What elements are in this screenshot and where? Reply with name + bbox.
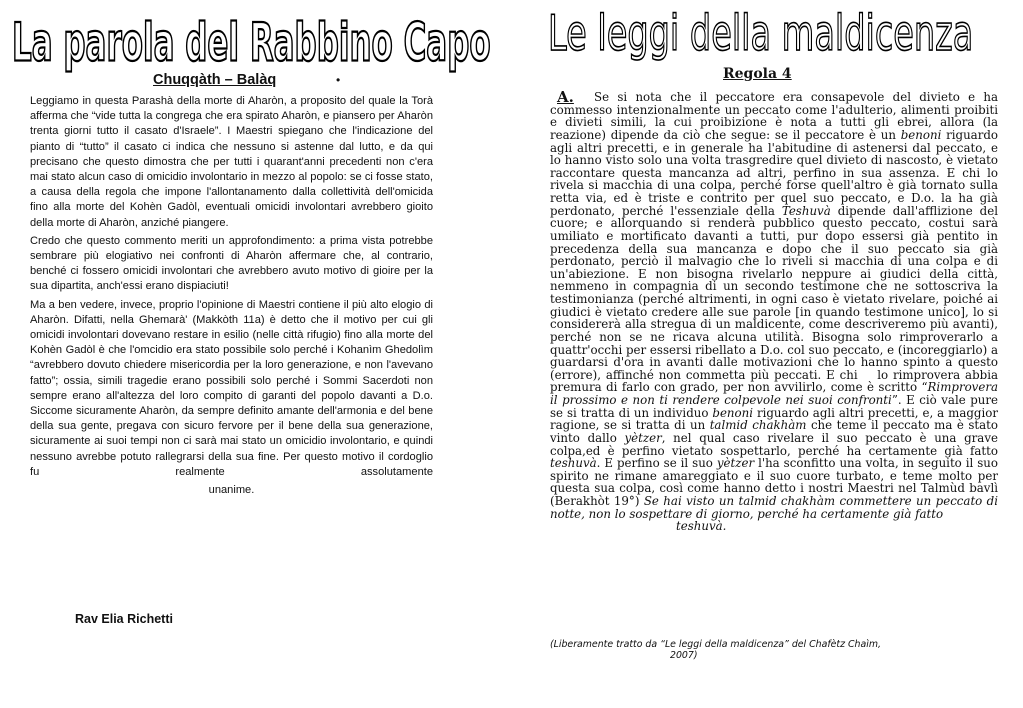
- rule-text-c: dipende dall'afflizione del cuore; e allorquando si renderà pubblico questo peccato, costui sarà umiliato e mortificato davanti a tutti, pur dopo essersi già pentito in precedenza della sua mancanza e dopo che il suo peccato sia già perdonato, perciò il malvagio che lo riveli si macchia di una colpa e di un'abiezione. E non bisogna rivelarlo neppure ai giudici della città, nemmeno in compagnia di un secondo testimone che ne sottoscriva la testimonianza (perché altrimenti, in ogni caso è vietato rivelare, poiché ai giudici è vietato credere alle sue parole [in quando testimone unico], lo si considererà alla stregua di un maldicente, come descriveremo più avanti), perché non se ne ricava alcuna utilità. Bisogna solo rimproverarlo a quattr'occhi per essersi ribellato a D.o. col suo peccato, e (incoreggiarlo) a guardarsi d'ora in avanti dalle motivazioni che lo hanno spinto a questo (errore), affinché non commetta più peccati. E chi: [550, 203, 998, 382]
- term-benoni: benoni: [900, 127, 942, 142]
- rule-text-b: riguardo agli altri precetti, e in generale ha l'abitudine di astenersi dal peccato, e lo hanno visto solo una volta trasgredire quel divieto di nascosto, è vietato raccontare questa mancanza ad altri, perfino in sua assenza. E chi lo rivela si macchia di una colpa, perché forse quell'altro è già tornato sulla retta via, ed è triste e contrito per quel suo peccato, e D.o. la ha già perdonato, perché l'essenziale della: [550, 127, 998, 218]
- source-citation: [550, 639, 998, 661]
- rule-text-e: ”. E ciò vale pure se si tratta di un individuo: [550, 393, 998, 420]
- article-paragraph-1: Leggiamo in questa Parashà della morte di Aharòn, a proposito del quale la Torà afferma che “vide tutta la congrega che era spirato Aharòn, e piansero per Aharòn trenta giorni tutto il casato d'Israele”. I Maestri spiegano che l'indicazione del pianto di “tutto” il casato ci indica che nessuno si astenne dal lutto, e da qui precisano che questo dimostra che per tutti i quarant'anni precedenti non c'era mai stato alcun caso di omicidio involontario in mezzo al popolo: se ci fosse stato, a causa della regola che impone l'allontanamento dalla collettività dell'omicida fino alla morte del Kohèn Gadòl, eventuali omicidi involontari avrebbero gioito della morte di Aharòn, anziché piangere.: [30, 95, 433, 229]
- source-line-2: 2007): [670, 650, 698, 661]
- source-line-1: (Liberamente tratto da “Le leggi della maldicenza” del Chafètz Chaìm,: [550, 639, 881, 650]
- rule-text-g: che teme il peccato ma è stato vinto dallo: [550, 418, 998, 445]
- term-yetzer-2: yètzer: [716, 456, 755, 471]
- term-yetzer: yètzer: [624, 430, 662, 445]
- rabbi-article-body: [30, 94, 433, 501]
- rule-text-d: lo rimprovera abbia premura di farlo con grado, per non avvilirlo, come è scritto “: [550, 367, 999, 395]
- quote-rebuke: Rimprovera il prossimo e non ti rendere colpevole nei suoi confronti: [550, 380, 998, 407]
- rule-text-i: . E perfino se il suo: [596, 456, 717, 471]
- left-column: [0, 0, 491, 708]
- rule-title: Regola 4: [723, 66, 792, 82]
- term-talmid-chakham: talmid chakhàm: [709, 418, 807, 433]
- quote-talmud-end: teshuvà.: [676, 519, 727, 534]
- article-paragraph-2: Credo che questo commento meriti un approfondimento: a prima vista potrebbe sembrare più elogiativo nei confronti di Aharòn affermare che, al contrario, benché ci fossero omicidi involontari che avrebbero avuto motivo di gioire per la sua dipartita, anch'essi erano dispiaciuti!: [30, 234, 433, 293]
- bullet-icon: •: [336, 73, 341, 87]
- rule-text-f: riguardo agli altri precetti, e, a maggior ragione, se si tratta di un: [550, 405, 998, 433]
- article-paragraph-3: Ma a ben vedere, invece, proprio l'opinione di Maestri contiene il più alto elogio di Aharòn. Difatti, nella Ghemarà' (Makkòth 11a) è detto che il motivo per cui gli omicidi involontari dovevano restare in esilio (nelle città rifugio) fino alla morte del Kohèn Gadòl è che l'omcidio era stato possibile solo perché i Kohanìm Ghedolìm “avrebbero dovuto chiedere misericordia per la loro generazione, e non l'avevano fatto”; ossia, simili tragedie erano possibili solo perché i Sommi Sacerdoti non sempre erano all'altezza del loro compito di garanti del popolo davanti a D.o. Siccome sicuramente Aharòn, da sempre definito amante dell'armonia e del bene della sua gente, pregava con sicuro fervore per il bene della sua generazione, sicuramente ai suoi tempi non ci sarà mai stato un omicidio involontario, e quindi nessuno avrebbe potuto rallegrarsi della sua fine. Per questo motivo il cordoglio fu realmente assolutamente: [30, 298, 433, 478]
- article-paragraph-4: unanime.: [208, 484, 255, 497]
- rule-text-a: Se si nota che il peccatore era consapevole del divieto e ha commesso intenzionalmente un peccato come l'adulterio, alimenti proibiti e divieti simili, la cui proibizione è nota a tutti gli ebrei, allora (la reazione) dipende da ciò che segue: se il peccatore è un: [550, 90, 998, 142]
- quote-talmud: Se hai visto un talmid chakhàm commettere un peccato di notte, non lo sospettare di giorno, perché ha certamente già fatto: [550, 494, 999, 521]
- laws-column-headline: Le leggi della maldicenza: [548, 6, 974, 63]
- term-benoni-2: benoni: [712, 405, 753, 420]
- rule-text-h: , nel qual caso rivelare il suo peccato è una grave colpa,ed è perfino vietato sospettarlo, perché ha certamente già fatto: [550, 430, 998, 458]
- rule-body: [550, 91, 998, 533]
- author-signature: Rav Elia Richetti: [75, 612, 173, 626]
- paragraph-letter: A.: [557, 88, 574, 106]
- parasha-subtitle: Chuqqàth – Balàq: [153, 72, 277, 88]
- rule-text-j: l'ha sconfitto una volta, in seguito il suo spirito ne rimane amareggiato e il suo cuore turbato, e teme molto per questa sua colpa, così come hanno detto i nostri Maestri nel Talmùd bavlì (Berakhòt 19°): [550, 456, 999, 508]
- term-teshuva: Teshuvà: [781, 203, 831, 218]
- right-column: [540, 0, 1023, 708]
- rabbi-column-headline: La parola del Rabbino Capo: [12, 14, 491, 74]
- term-teshuva-2: teshuvà: [550, 456, 597, 471]
